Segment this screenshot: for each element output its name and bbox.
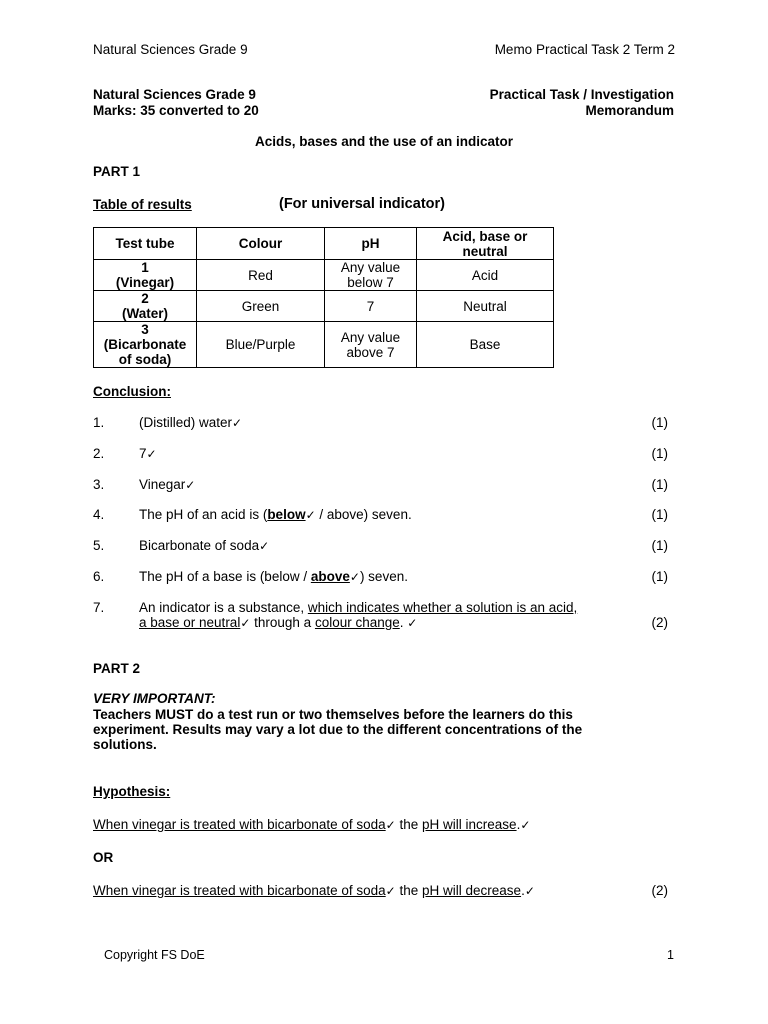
col-header-ph: pH (325, 228, 417, 260)
answer-text: 7 (139, 446, 147, 461)
col-header-test-tube: Test tube (94, 228, 197, 260)
text-mid: through a (250, 615, 315, 630)
subject-title: Natural Sciences Grade 9 (93, 87, 256, 102)
conclusion-item (93, 600, 668, 632)
page-number: 1 (667, 948, 674, 962)
tube-number: 1 (141, 260, 149, 275)
item-text (139, 477, 619, 492)
cell-type: Base (417, 322, 554, 368)
hypothesis-part: pH will decrease (422, 883, 522, 898)
hypothesis-part: pH will increase (422, 817, 517, 832)
hypothesis-end: . (521, 883, 525, 898)
hypothesis-part: When vinegar is treated with bicarbonate of soda (93, 817, 386, 832)
cell-test-tube (94, 260, 197, 291)
tube-name: (Vinegar) (115, 275, 175, 290)
cell-ph: 7 (325, 291, 417, 322)
cell-colour: Green (197, 291, 325, 322)
tube-number: 2 (141, 291, 149, 306)
check-icon: ✓ (146, 447, 157, 461)
hypothesis-join: the (395, 883, 423, 898)
cell-test-tube (94, 322, 197, 368)
cell-test-tube (94, 291, 197, 322)
text-pre: The pH of a base is (below / (139, 569, 311, 584)
item-marks: (1) (651, 415, 668, 430)
item-marks: (1) (651, 446, 668, 461)
item-marks: (1) (651, 569, 668, 584)
table-row (94, 291, 554, 322)
check-icon: ✓ (385, 818, 396, 832)
answer-text: Bicarbonate of soda (139, 538, 260, 553)
item-number: 6. (93, 569, 105, 584)
answer-bold: below (267, 507, 306, 522)
conclusion-heading: Conclusion: (93, 384, 171, 399)
check-icon: ✓ (524, 884, 535, 898)
table-row (94, 322, 554, 368)
table-note: (For universal indicator) (279, 196, 445, 212)
answer-underlined: colour change (314, 615, 400, 630)
col-header-colour: Colour (197, 228, 325, 260)
important-label: VERY IMPORTANT: (93, 691, 216, 706)
hypothesis-marks: (2) (651, 883, 668, 898)
cell-ph: Any value below 7 (325, 260, 417, 291)
hypothesis-1 (93, 817, 530, 832)
answer-text: Vinegar (139, 477, 186, 492)
item-marks: (1) (651, 538, 668, 553)
check-icon: ✓ (232, 416, 243, 430)
check-icon: ✓ (349, 570, 360, 584)
item-number: 5. (93, 538, 105, 553)
cell-type: Neutral (417, 291, 554, 322)
item-number: 2. (93, 446, 105, 461)
cell-type: Acid (417, 260, 554, 291)
topic-title: Acids, bases and the use of an indicator (254, 134, 514, 149)
item-text (139, 600, 619, 630)
part2-heading: PART 2 (93, 661, 141, 676)
item-number: 3. (93, 477, 105, 492)
col-header-type: Acid, base or neutral (417, 228, 554, 260)
item-marks: (1) (651, 507, 668, 522)
check-icon: ✓ (240, 616, 251, 630)
hypothesis-part: When vinegar is treated with bicarbonate of soda (93, 883, 386, 898)
table-header-row (94, 228, 554, 260)
results-table (93, 227, 554, 368)
item-text (139, 507, 619, 522)
running-header-right: Memo Practical Task 2 Term 2 (494, 42, 675, 57)
item-number: 7. (93, 600, 105, 615)
check-icon: ✓ (385, 884, 396, 898)
check-icon: ✓ (305, 508, 316, 522)
check-icon: ✓ (185, 478, 196, 492)
marks-line: Marks: 35 converted to 20 (93, 103, 259, 118)
answer-underlined: a base or neutral (139, 615, 241, 630)
item-text (139, 415, 619, 430)
hypothesis-end: . (516, 817, 521, 832)
item-number: 4. (93, 507, 105, 522)
or-label: OR (93, 850, 114, 865)
text-post: / above) seven. (315, 507, 412, 522)
item-text (139, 538, 619, 553)
cell-colour: Red (197, 260, 325, 291)
item-text (139, 569, 619, 584)
tube-name: (Bicarbonate of soda) (103, 337, 187, 367)
item-text (139, 446, 619, 461)
answer-underlined: which indicates whether a solution is an acid, (307, 600, 578, 615)
footer-copyright: Copyright FS DoE (104, 948, 205, 962)
check-icon: ✓ (520, 818, 531, 832)
table-label: Table of results (93, 197, 192, 212)
answer-text: (Distilled) water (139, 415, 233, 430)
item-marks: (1) (651, 477, 668, 492)
check-icon: ✓ (407, 616, 418, 630)
item-marks: (2) (651, 615, 668, 630)
task-title: Practical Task / Investigation (489, 87, 674, 102)
hypothesis-heading: Hypothesis: (93, 784, 171, 799)
text-end: . (399, 615, 408, 630)
important-text: Teachers MUST do a test run or two themselves before the learners do this experiment. Results may vary a lot due to the different concentrations of the solutions. (93, 707, 583, 752)
part1-heading: PART 1 (93, 164, 141, 179)
tube-number: 3 (141, 322, 149, 337)
cell-colour: Blue/Purple (197, 322, 325, 368)
cell-ph: Any value above 7 (325, 322, 417, 368)
text-pre: The pH of an acid is ( (139, 507, 268, 522)
answer-bold: above (310, 569, 350, 584)
text-pre: An indicator is a substance, (139, 600, 308, 615)
hypothesis-join: the (395, 817, 423, 832)
table-row (94, 260, 554, 291)
running-header-left: Natural Sciences Grade 9 (93, 42, 248, 57)
hypothesis-2 (93, 883, 535, 898)
text-post: ) seven. (359, 569, 408, 584)
tube-name: (Water) (122, 306, 168, 321)
item-number: 1. (93, 415, 105, 430)
check-icon: ✓ (259, 539, 270, 553)
memo-label: Memorandum (585, 103, 674, 118)
